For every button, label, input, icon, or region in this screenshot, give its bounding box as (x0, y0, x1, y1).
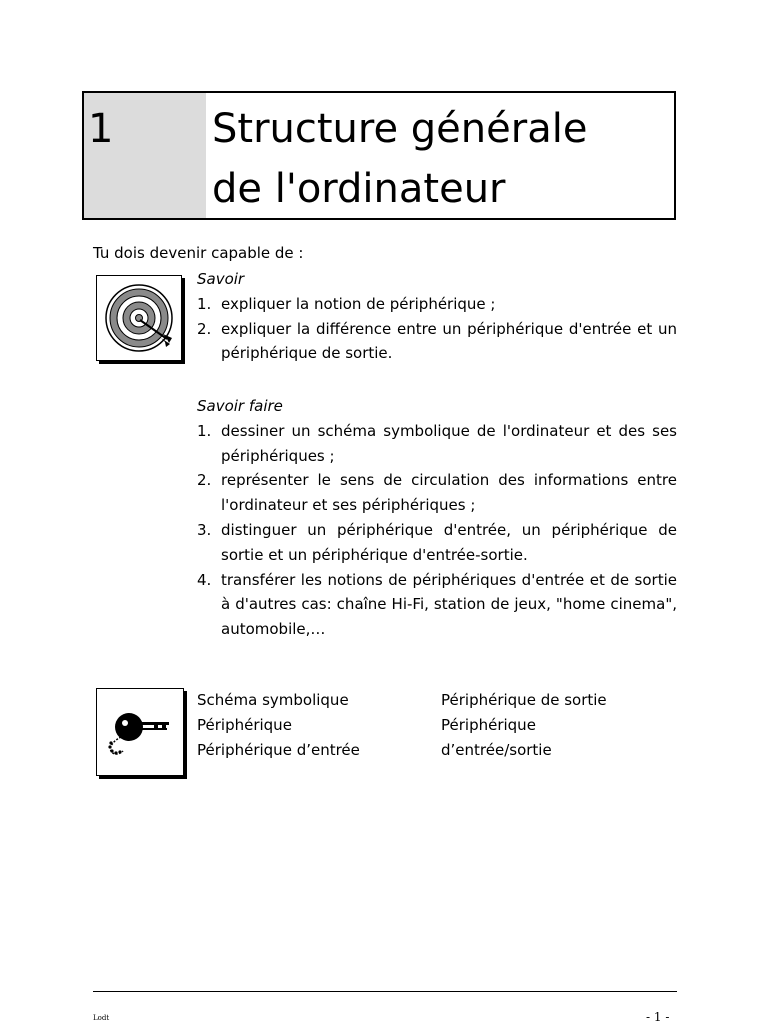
chapter-title-line-1: Structure générale (212, 106, 588, 152)
list-item (197, 468, 677, 518)
list-item (197, 317, 677, 367)
list-item-text: dessiner un schéma symbolique de l'ordinateur et des ses périphériques ; (221, 421, 677, 465)
chapter-title (212, 99, 672, 219)
savoir-list (197, 292, 677, 366)
target-icon (96, 275, 182, 361)
keyword-item: Périphérique d’entrée (197, 740, 360, 759)
key-icon (96, 688, 184, 776)
list-item-number: 2. (197, 319, 212, 338)
keyword-item: Périphérique (441, 715, 536, 734)
chapter-number: 1 (88, 106, 114, 152)
list-item-number: 2. (197, 471, 212, 490)
chapter-number-cell (84, 93, 206, 218)
list-item-number: 1. (197, 294, 212, 313)
list-item-text: représenter le sens de circulation des informations entre l'ordinateur et ses périphériques ; (221, 471, 677, 515)
footer-author: Lodt (93, 1014, 110, 1022)
savoir-faire-heading: Savoir faire (197, 397, 283, 415)
keyword-item: Périphérique de sortie (441, 691, 607, 709)
chapter-title-box (82, 91, 676, 220)
list-item-number: 1. (197, 421, 212, 440)
keyword-item: Périphérique (197, 715, 292, 734)
footer-divider (93, 991, 677, 992)
list-item (197, 568, 677, 642)
savoir-section (197, 267, 677, 366)
objectives-intro: Tu dois devenir capable de : (93, 244, 304, 262)
keywords-right-column (441, 688, 607, 762)
list-item (197, 419, 677, 469)
keyword-item: d’entrée/sortie (441, 740, 552, 759)
savoir-faire-list (197, 419, 677, 642)
list-item-text: expliquer la différence entre un périphérique d'entrée et un périphérique de sortie. (221, 319, 677, 363)
list-item-number: 3. (197, 520, 212, 539)
list-item-text: expliquer la notion de périphérique ; (221, 294, 496, 313)
list-item-text: transférer les notions de périphériques d'entrée et de sortie à d'autres cas: chaîne Hi-Fi, station de jeux, "home cinema", automobile,… (221, 570, 677, 639)
list-item-number: 4. (197, 570, 212, 589)
chapter-title-line-2: de l'ordinateur (212, 166, 506, 212)
list-item (197, 292, 677, 317)
list-item-text: distinguer un périphérique d'entrée, un périphérique de sortie et un périphérique d'entrée-sortie. (221, 520, 677, 564)
keyword-item: Schéma symbolique (197, 691, 349, 709)
savoir-faire-section (197, 394, 677, 642)
keywords-left-column (197, 688, 360, 762)
savoir-heading: Savoir (197, 270, 245, 288)
list-item (197, 518, 677, 568)
page-number: - 1 - (646, 1010, 670, 1024)
